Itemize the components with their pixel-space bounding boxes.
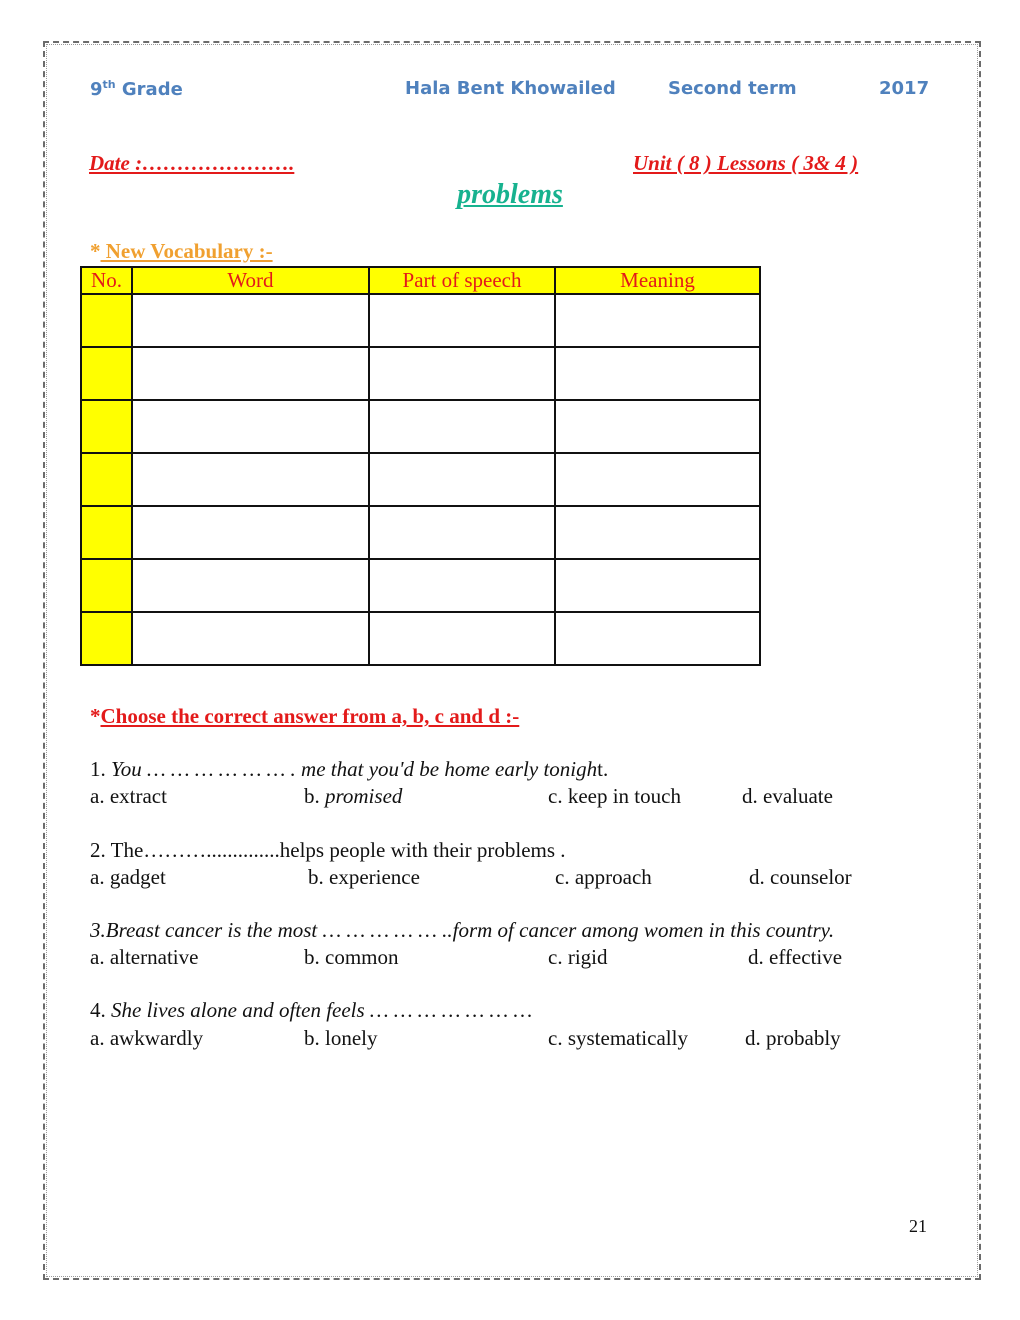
pos-cell[interactable] bbox=[369, 294, 555, 347]
word-cell[interactable] bbox=[132, 294, 369, 347]
col-word: Word bbox=[132, 267, 369, 294]
pos-cell[interactable] bbox=[369, 506, 555, 559]
col-no: No. bbox=[81, 267, 132, 294]
table-row bbox=[81, 347, 760, 400]
vocab-heading: * New Vocabulary :- bbox=[90, 239, 273, 263]
meaning-cell[interactable] bbox=[555, 400, 760, 453]
school-name: Hala Bent Khowailed bbox=[405, 78, 616, 99]
option-3a[interactable]: a. alternative bbox=[90, 945, 199, 969]
meaning-cell[interactable] bbox=[555, 294, 760, 347]
meaning-cell[interactable] bbox=[555, 506, 760, 559]
option-4c[interactable]: c. systematically bbox=[548, 1026, 688, 1050]
vocab-header-row bbox=[81, 267, 760, 294]
table-row bbox=[81, 294, 760, 347]
pos-cell[interactable] bbox=[369, 400, 555, 453]
pos-cell[interactable] bbox=[369, 453, 555, 506]
option-3d[interactable]: d. effective bbox=[748, 945, 843, 969]
question-3: 3.Breast cancer is the most … … … … … ..form of cancer among women in this country. bbox=[90, 918, 835, 942]
meaning-cell[interactable] bbox=[555, 612, 760, 665]
date-label: Date :…………………. bbox=[89, 151, 295, 175]
question-1: 1. You … … … … … … . me that you'd be home early tonight. bbox=[90, 757, 609, 781]
col-part-of-speech: Part of speech bbox=[369, 267, 555, 294]
no-cell[interactable] bbox=[81, 453, 132, 506]
word-cell[interactable] bbox=[132, 612, 369, 665]
option-2c[interactable]: c. approach bbox=[555, 865, 652, 889]
option-4a[interactable]: a. awkwardly bbox=[90, 1026, 204, 1050]
page-number: 21 bbox=[909, 1216, 927, 1236]
option-2d[interactable]: d. counselor bbox=[749, 865, 852, 889]
no-cell[interactable] bbox=[81, 347, 132, 400]
word-cell[interactable] bbox=[132, 453, 369, 506]
option-1b[interactable]: b. promised bbox=[304, 784, 403, 808]
table-row bbox=[81, 612, 760, 665]
option-3b[interactable]: b. common bbox=[304, 945, 399, 969]
question-4: 4. She lives alone and often feels … … … … … … … bbox=[90, 998, 533, 1022]
option-2b[interactable]: b. experience bbox=[308, 865, 420, 889]
word-cell[interactable] bbox=[132, 400, 369, 453]
table-row bbox=[81, 506, 760, 559]
option-1d[interactable]: d. evaluate bbox=[742, 784, 833, 808]
option-4b[interactable]: b. lonely bbox=[304, 1026, 378, 1050]
option-3c[interactable]: c. rigid bbox=[548, 945, 608, 969]
pos-cell[interactable] bbox=[369, 347, 555, 400]
no-cell[interactable] bbox=[81, 559, 132, 612]
no-cell[interactable] bbox=[81, 612, 132, 665]
pos-cell[interactable] bbox=[369, 559, 555, 612]
grade-header: 9th Grade bbox=[90, 78, 183, 100]
word-cell[interactable] bbox=[132, 559, 369, 612]
year-label: 2017 bbox=[879, 78, 930, 99]
option-1a[interactable]: a. extract bbox=[90, 784, 167, 808]
word-cell[interactable] bbox=[132, 347, 369, 400]
meaning-cell[interactable] bbox=[555, 453, 760, 506]
col-meaning: Meaning bbox=[555, 267, 760, 294]
table-row bbox=[81, 400, 760, 453]
page-title: problems bbox=[457, 179, 563, 210]
table-row bbox=[81, 559, 760, 612]
term-label: Second term bbox=[668, 78, 797, 99]
meaning-cell[interactable] bbox=[555, 559, 760, 612]
option-4d[interactable]: d. probably bbox=[745, 1026, 841, 1050]
unit-label: Unit ( 8 ) Lessons ( 3& 4 ) bbox=[633, 151, 859, 175]
no-cell[interactable] bbox=[81, 506, 132, 559]
table-row bbox=[81, 453, 760, 506]
word-cell[interactable] bbox=[132, 506, 369, 559]
instruction-heading: *Choose the correct answer from a, b, c and d :- bbox=[90, 704, 520, 728]
no-cell[interactable] bbox=[81, 400, 132, 453]
option-2a[interactable]: a. gadget bbox=[90, 865, 166, 889]
pos-cell[interactable] bbox=[369, 612, 555, 665]
option-1c[interactable]: c. keep in touch bbox=[548, 784, 681, 808]
question-2: 2. The………..............helps people with their problems . bbox=[90, 838, 566, 862]
vocab-table bbox=[80, 266, 761, 666]
no-cell[interactable] bbox=[81, 294, 132, 347]
meaning-cell[interactable] bbox=[555, 347, 760, 400]
